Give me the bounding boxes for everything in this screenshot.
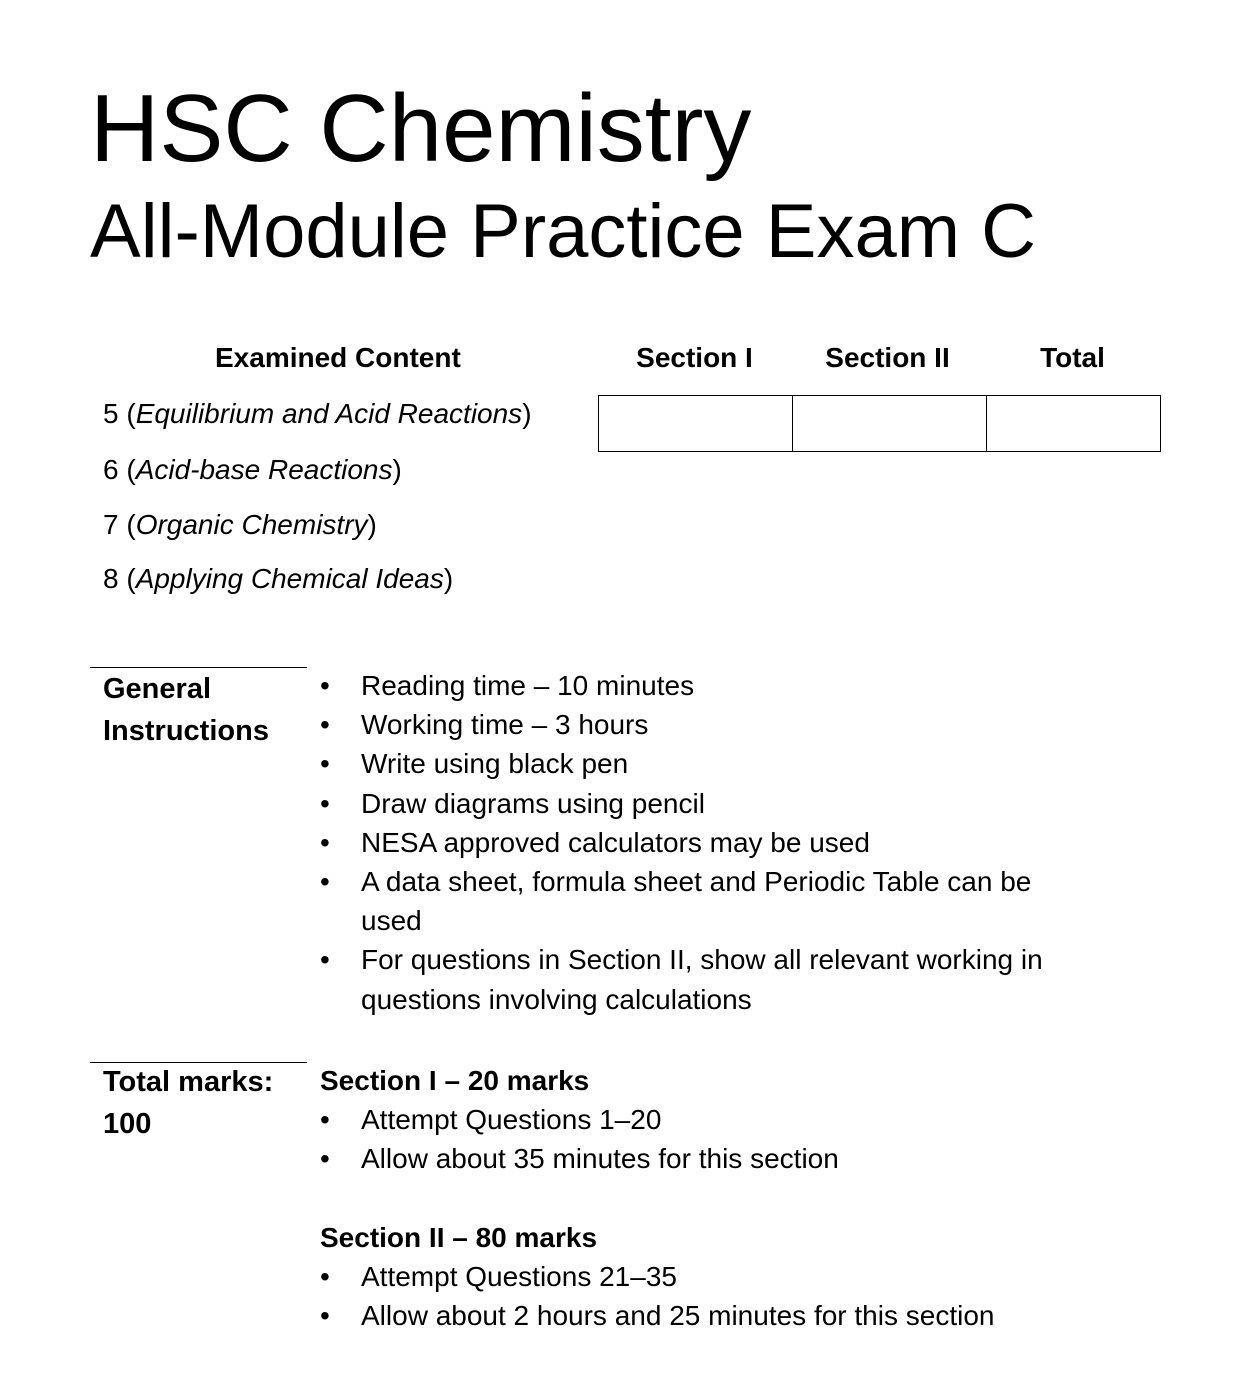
list-item	[316, 823, 1116, 862]
list-item	[316, 940, 1141, 1018]
label-line: General	[103, 673, 211, 705]
instruction-text: Attempt Questions 1–20	[361, 1104, 662, 1135]
bullet-icon: •	[320, 1261, 330, 1292]
module-name: Organic Chemistry	[135, 509, 368, 540]
instruction-text: NESA approved calculators may be used	[361, 826, 870, 858]
exam-subtitle: All-Module Practice Exam C	[90, 189, 1037, 274]
score-table	[598, 395, 1161, 452]
module-item: 7 (Organic Chemistry)	[103, 509, 377, 540]
list-item	[316, 1296, 1116, 1335]
module-number: 8	[103, 563, 119, 594]
instruction-text: Write using black pen	[361, 748, 629, 780]
list-item	[316, 1257, 1116, 1296]
instruction-text: A data sheet, formula sheet and Periodic Table can be used	[361, 866, 1032, 937]
total-marks-value: 100	[103, 1108, 152, 1140]
module-name: Equilibrium and Acid Reactions	[135, 398, 523, 429]
bullet-icon: •	[320, 787, 330, 819]
label-line: Instructions	[103, 715, 269, 747]
examined-content-header: Examined Content	[215, 342, 461, 373]
section-2-heading: Section II – 80 marks	[320, 1222, 598, 1253]
total-header: Total	[1040, 342, 1105, 373]
instruction-text: Working time – 3 hours	[361, 709, 649, 741]
section-2-score-box[interactable]	[793, 396, 987, 452]
label-line: Total marks:	[103, 1066, 274, 1098]
section-1-heading: Section I – 20 marks	[320, 1065, 590, 1096]
general-instructions-list	[316, 666, 1116, 1019]
module-item: 6 (Acid-base Reactions)	[103, 454, 402, 485]
bullet-icon: •	[320, 748, 330, 780]
section-1-header: Section I	[636, 342, 753, 373]
module-number: 7	[103, 509, 119, 540]
list-item	[316, 666, 1116, 705]
list-item	[316, 1139, 1116, 1178]
instruction-text: For questions in Section II, show all relevant working in questions involving calculations	[361, 944, 1043, 1015]
instruction-text: Reading time – 10 minutes	[361, 670, 695, 701]
bullet-icon: •	[320, 944, 330, 976]
list-item	[316, 784, 1116, 823]
module-number: 6	[103, 454, 119, 485]
module-name: Applying Chemical Ideas	[135, 563, 444, 594]
list-item	[316, 705, 1116, 744]
section-2-header: Section II	[825, 342, 950, 373]
instruction-text: Allow about 2 hours and 25 minutes for this section	[361, 1300, 995, 1332]
instruction-text: Allow about 35 minutes for this section	[361, 1143, 839, 1175]
section-1-score-box[interactable]	[599, 396, 793, 452]
module-number: 5	[103, 398, 119, 429]
module-item: 8 (Applying Chemical Ideas)	[103, 563, 454, 594]
bullet-icon: •	[320, 709, 330, 741]
bullet-icon: •	[320, 670, 330, 701]
list-item	[316, 862, 1081, 940]
total-score-box[interactable]	[987, 396, 1161, 452]
bullet-icon: •	[320, 1300, 330, 1332]
section-2-list	[316, 1257, 1116, 1335]
bullet-icon: •	[320, 1143, 330, 1175]
total-marks-label	[103, 1061, 273, 1145]
module-name: Acid-base Reactions	[135, 454, 393, 485]
module-item: 5 (Equilibrium and Acid Reactions)	[103, 398, 532, 429]
general-instructions-label	[103, 668, 269, 752]
instruction-text: Attempt Questions 21–35	[361, 1261, 677, 1292]
exam-title: HSC Chemistry	[90, 75, 752, 182]
instruction-text: Draw diagrams using pencil	[361, 787, 705, 819]
section-1-list	[316, 1100, 1116, 1178]
bullet-icon: •	[320, 1104, 330, 1135]
list-item	[316, 744, 1116, 783]
list-item	[316, 1100, 1116, 1139]
bullet-icon: •	[320, 826, 330, 858]
bullet-icon: •	[320, 866, 330, 898]
